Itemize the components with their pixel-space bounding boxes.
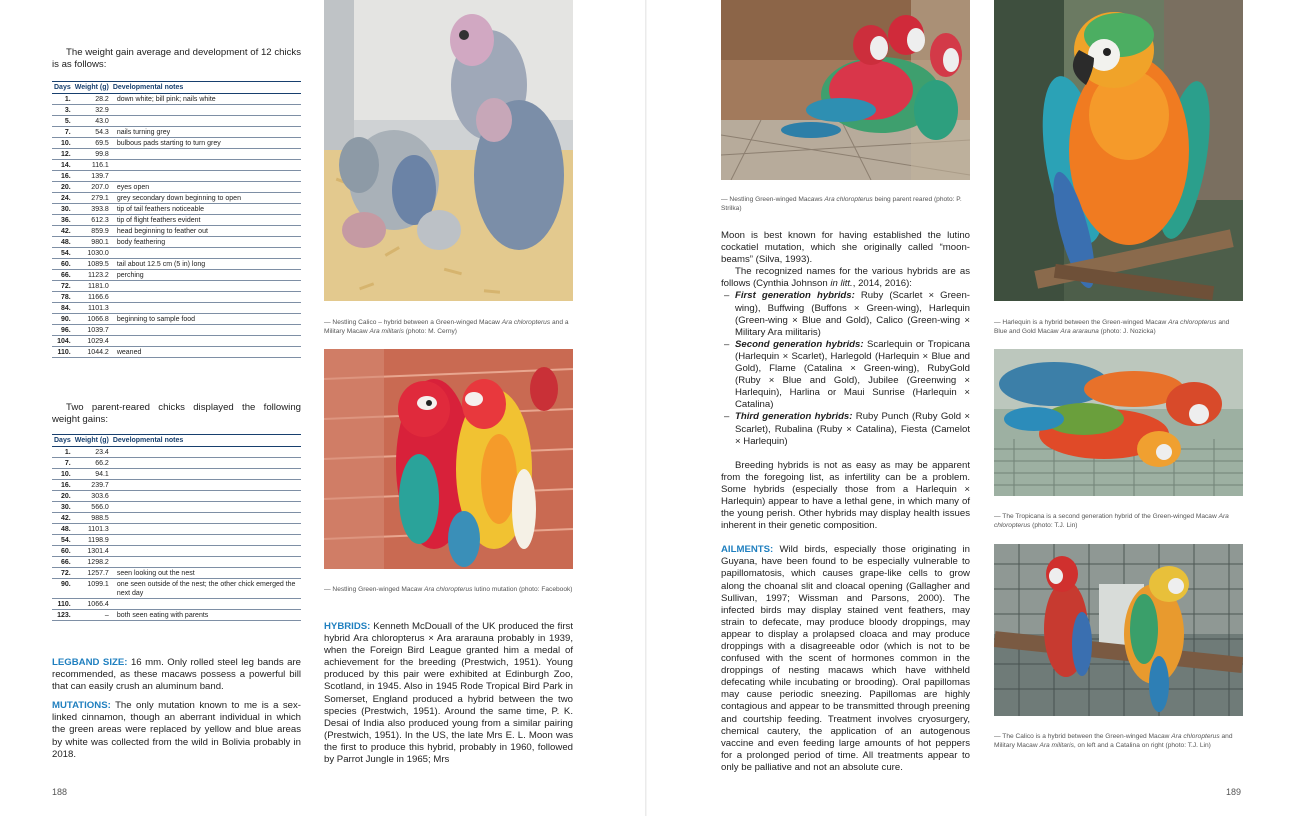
day-cell: 10. (52, 469, 73, 480)
day-cell: 42. (52, 513, 73, 524)
weight-cell: 1066.4 (73, 599, 111, 610)
notes-cell (111, 336, 301, 347)
weight-cell: 566.0 (73, 502, 111, 513)
notes-cell (111, 171, 301, 182)
day-cell: 48. (52, 524, 73, 535)
notes-cell: both seen eating with parents (111, 610, 301, 621)
table-row (52, 270, 301, 281)
species-name: Ara ararauna (1060, 327, 1099, 335)
caption-credit: being parent reared (photo: P. Strilka) (721, 196, 962, 212)
recognized-names-paragraph (721, 266, 970, 290)
day-cell: 72. (52, 281, 73, 292)
weight-cell: 43.0 (73, 116, 111, 127)
table-row (52, 314, 301, 325)
table-row (52, 513, 301, 524)
page-number-right: 189 (1226, 787, 1242, 797)
species-name: Ara chloropterus (501, 319, 551, 326)
table-row (52, 491, 301, 502)
right-text-column (721, 230, 970, 774)
weight-cell: 303.6 (73, 491, 111, 502)
notes-cell (111, 469, 301, 480)
caption-text: — Nestling Green-winged Macaws (721, 196, 825, 203)
weight-cell: 612.3 (73, 215, 111, 226)
day-cell: 72. (52, 568, 73, 579)
weight-cell: 66.2 (73, 458, 111, 469)
hybrids-heading: HYBRIDS: (324, 621, 371, 632)
day-cell: 66. (52, 557, 73, 568)
notes-cell (111, 160, 301, 171)
weight-cell: 393.8 (73, 204, 111, 215)
weight-cell: 1030.0 (73, 248, 111, 259)
notes-cell: beginning to sample food (111, 314, 301, 325)
notes-cell: bulbous pads starting to turn grey (111, 138, 301, 149)
table-row (52, 610, 301, 621)
legband-paragraph (52, 657, 301, 693)
notes-cell (111, 502, 301, 513)
recognized-text: , 2014, 2016): (852, 278, 912, 290)
day-cell: 84. (52, 303, 73, 314)
day-cell: 60. (52, 546, 73, 557)
intro2-text: Two parent-reared chicks displayed the following weight gains: (52, 402, 301, 426)
ailments-text: Wild birds, especially those originating in Guyana, have been found to be especially vulnerable to papillomatosis, which causes grape-like cells to grow along the choanal slit and cloacal opening (Gallagher and Sullivan, 1997; Wissman and Parsons, 2000). The infected birds may display stained vent feathers, may strain to defecate, may produce bloody droppings, may appear to display a prolapsed cloaca and may produce droppings with a disagreeable odor (which is not to be confused with the scent of hormones common in the droppings of nesting macaws which have withheld defecating while incubating or brooding). Oral papillomas may cause periodic sneezing. Papillomas are highly contagious and appear to be transmitted through preening and courtship feeding. Treatment involves cryosurgery, chemical cautery, the application of an autogenous vaccine and even feeding large amounts of hot peppers for a prolonged period of time. All treatments appear to only be palliative and not an absolute cure. (721, 544, 970, 773)
weight-cell: 1257.7 (73, 568, 111, 579)
caption-text: — The Calico is a hybrid between the Green-winged Macaw (994, 733, 1172, 740)
caption-parent-reared (721, 196, 970, 213)
day-cell: 3. (52, 105, 73, 116)
breeding-paragraph: Breeding hybrids is not as easy as may be apparent from the foregoing list, as infertility can be a problem. Some hybrids (especially those from a Harlequin × Harlequin) appear to have a lethal gene, in which many of the young perish. Other hybrids may display health issues inherent in their genetic composition. (721, 459, 970, 532)
table-header-row (52, 82, 301, 94)
mutations-heading: MUTATIONS: (52, 700, 111, 712)
notes-cell (111, 524, 301, 535)
day-cell: 20. (52, 182, 73, 193)
in-litt: in litt. (830, 278, 853, 290)
caption-credit: , on left and a Catalina on right (photo: T.J. Lin) (1073, 741, 1211, 749)
notes-cell (111, 491, 301, 502)
intro1-text: The weight gain average and development of 12 chicks is as follows: (52, 47, 301, 71)
table-row (52, 347, 301, 358)
day-cell: 90. (52, 314, 73, 325)
list-item-heading: First generation hybrids: (735, 290, 855, 302)
list-item-second-gen (721, 339, 970, 412)
species-name: Ara chloropterus (1168, 319, 1217, 326)
notes-cell: body feathering (111, 237, 301, 248)
day-cell: 104. (52, 336, 73, 347)
weight-cell: 28.2 (73, 94, 111, 105)
weight-cell: 1301.4 (73, 546, 111, 557)
mutations-text: The only mutation known to me is a sex-linked cinnamon, though an aberrant individual in which the green areas were replaced by yellow and blue areas by white was collected from the wild in Bolivia probably in 2018. (52, 700, 301, 760)
notes-cell (111, 281, 301, 292)
notes-cell (111, 116, 301, 127)
hybrid-names-list (721, 290, 970, 447)
notes-cell (111, 546, 301, 557)
lutino-macaws-photo (324, 349, 573, 569)
notes-cell (111, 149, 301, 160)
table-row (52, 303, 301, 314)
notes-cell: perching (111, 270, 301, 281)
table-row (52, 138, 301, 149)
notes-cell (111, 480, 301, 491)
caption-text: and Blue and Gold Macaw (994, 319, 1230, 335)
notes-cell: one seen outside of the nest; the other chick emerged the next day (111, 579, 301, 599)
table-row (52, 215, 301, 226)
list-item-text: Ruby (Scarlet × Green-wing), Buffwing (Buffons × Green-wing), Harlequin (Green-wing × Blue and Gold), Calico (Green-wing × Military Ara militaris) (735, 290, 970, 338)
table-row (52, 325, 301, 336)
table-row (52, 237, 301, 248)
table-row (52, 171, 301, 182)
ailments-paragraph (721, 544, 970, 774)
table-row (52, 292, 301, 303)
weight-cell: 1298.2 (73, 557, 111, 568)
day-cell: 36. (52, 215, 73, 226)
legband-section (52, 657, 301, 761)
caption-text: — The Tropicana is a second generation hybrid of the Green-winged Macaw (994, 513, 1219, 520)
list-item-first-gen (721, 290, 970, 338)
mutations-paragraph (52, 700, 301, 760)
day-cell: 10. (52, 138, 73, 149)
day-cell: 90. (52, 579, 73, 599)
weight-table-parent-reared (52, 434, 301, 621)
species-name: Ara chloropterus (994, 513, 1229, 529)
page-number-left: 188 (52, 787, 68, 797)
table-row (52, 568, 301, 579)
day-cell: 110. (52, 347, 73, 358)
weight-cell: 980.1 (73, 237, 111, 248)
caption-text: and a Military Macaw (324, 319, 569, 335)
weight-cell: 1099.1 (73, 579, 111, 599)
notes-cell: eyes open (111, 182, 301, 193)
caption-text: — Nestling Calico – hybrid between a Green-winged Macaw (324, 319, 502, 326)
table-header-row (52, 435, 301, 447)
weight-cell: 1198.9 (73, 535, 111, 546)
day-cell: 48. (52, 237, 73, 248)
weight-cell: 1089.5 (73, 259, 111, 270)
notes-cell: nails turning grey (111, 127, 301, 138)
weight-cell: 94.1 (73, 469, 111, 480)
table-row (52, 535, 301, 546)
day-cell: 16. (52, 171, 73, 182)
table-row (52, 204, 301, 215)
table-row (52, 149, 301, 160)
col-notes: Developmental notes (111, 82, 301, 94)
notes-cell: down white; bill pink; nails white (111, 94, 301, 105)
page-gutter (645, 0, 647, 816)
table-row (52, 259, 301, 270)
weight-cell: 54.3 (73, 127, 111, 138)
list-item-text: Scarlequin or Tropicana (Harlequin × Scarlet), Harlegold (Harlequin × Blue and Gold), Flame (Catalina × Green-wing), RubyGold (Ruby × Blue and Gold), Jubilee (Greenwing × Harlequin), Harlina or Maui Sunrise (Harlequin × Catalina) (735, 338, 970, 411)
species-name: Ara chloropterus (424, 586, 473, 593)
weight-cell: 1123.2 (73, 270, 111, 281)
notes-cell (111, 248, 301, 259)
calico-catalina-photo (994, 544, 1243, 716)
weight-cell: 99.8 (73, 149, 111, 160)
table-row (52, 557, 301, 568)
notes-cell: head beginning to feather out (111, 226, 301, 237)
hybrids-paragraph (324, 621, 573, 766)
day-cell: 7. (52, 127, 73, 138)
caption-text: — Harlequin is a hybrid between the Green-winged Macaw (994, 319, 1169, 326)
day-cell: 20. (52, 491, 73, 502)
ailments-heading: AILMENTS: (721, 544, 774, 556)
day-cell: 14. (52, 160, 73, 171)
day-cell: 30. (52, 502, 73, 513)
col-days: Days (52, 82, 73, 94)
intro-paragraph-1 (52, 47, 301, 71)
hybrids-section (324, 621, 573, 766)
col-notes: Developmental notes (111, 435, 301, 447)
weight-cell: 1029.4 (73, 336, 111, 347)
table-row (52, 160, 301, 171)
day-cell: 5. (52, 116, 73, 127)
table-row (52, 447, 301, 458)
table-row (52, 458, 301, 469)
table-row (52, 281, 301, 292)
table-row (52, 105, 301, 116)
caption-nestling-calico (324, 319, 573, 336)
caption-tropicana (994, 513, 1243, 530)
table-row (52, 226, 301, 237)
day-cell: 30. (52, 204, 73, 215)
list-item-heading: Second generation hybrids: (735, 338, 864, 350)
table-row (52, 524, 301, 535)
weight-cell: 1101.3 (73, 524, 111, 535)
weight-cell: 207.0 (73, 182, 111, 193)
species-name: Ara chloropterus (1171, 733, 1220, 740)
weight-table-hand-reared (52, 81, 301, 358)
weight-cell: 23.4 (73, 447, 111, 458)
table-row (52, 193, 301, 204)
list-item-heading: Third generation hybrids: (735, 411, 853, 423)
notes-cell (111, 325, 301, 336)
notes-cell (111, 105, 301, 116)
notes-cell (111, 447, 301, 458)
notes-cell (111, 458, 301, 469)
day-cell: 66. (52, 270, 73, 281)
caption-credit: (photo: J. Nozicka) (1098, 327, 1156, 335)
notes-cell (111, 292, 301, 303)
day-cell: 7. (52, 458, 73, 469)
day-cell: 1. (52, 447, 73, 458)
caption-lutino (324, 586, 573, 595)
weight-cell: 69.5 (73, 138, 111, 149)
list-item-third-gen (721, 411, 970, 447)
table-row (52, 127, 301, 138)
weight-cell: 1044.2 (73, 347, 111, 358)
weight-cell: 1101.3 (73, 303, 111, 314)
hybrids-text: Kenneth McDouall of the UK produced the first hybrid Ara chloropterus × Ara ararauna probably in 1939, when the Foreign Bird League granted him a medal of achievement for the breeding (Prestwich, 1951). Young produced by this pair were exhibited at Edinburgh Zoo, Scotland, in 1945. Also in 1945 Rode Tropical Bird Park in Somerset, England produced a hybrid between the two species (Prestwich, 1951). Around the same time, P. K. Desai of India also produced young from a similar pairing (Prestwich, 1951). In the US, the late Mrs E. L. Moon was the first to produce this hybrid, probably in 1960, followed by Parrot Jungle in 1965; Mrs (324, 621, 573, 766)
table-row (52, 182, 301, 193)
day-cell: 123. (52, 610, 73, 621)
day-cell: 54. (52, 535, 73, 546)
table-row (52, 599, 301, 610)
notes-cell (111, 599, 301, 610)
species-name: Ara militaris (1039, 741, 1074, 749)
weight-cell: 1039.7 (73, 325, 111, 336)
day-cell: 24. (52, 193, 73, 204)
notes-cell: tail about 12.5 cm (5 in) long (111, 259, 301, 270)
table-row (52, 546, 301, 557)
table-row (52, 469, 301, 480)
table-row (52, 248, 301, 259)
nestling-chicks-photo (324, 0, 573, 301)
notes-cell: seen looking out the nest (111, 568, 301, 579)
tropicana-macaws-photo (994, 349, 1243, 496)
notes-cell: tip of tail feathers noticeable (111, 204, 301, 215)
notes-cell (111, 513, 301, 524)
weight-cell: 116.1 (73, 160, 111, 171)
table-row (52, 480, 301, 491)
notes-cell: weaned (111, 347, 301, 358)
table-row (52, 502, 301, 513)
weight-cell: 279.1 (73, 193, 111, 204)
caption-text: — Nestling Green-winged Macaw (324, 586, 425, 593)
legband-heading: LEGBAND SIZE: (52, 657, 128, 668)
caption-credit: (photo: T.J. Lin) (1030, 521, 1078, 529)
caption-text: and Military Macaw (994, 733, 1233, 749)
table-row (52, 94, 301, 105)
caption-credit: lutino mutation (photo: Facebook) (472, 586, 573, 593)
moon-paragraph: Moon is best known for having established the lutino cockatiel mutation, which she originally called “moon-beams” (Silva, 1993). (721, 230, 970, 266)
species-name: Ara militaris (369, 327, 404, 335)
day-cell: 1. (52, 94, 73, 105)
notes-cell (111, 303, 301, 314)
weight-cell: – (73, 610, 111, 621)
caption-harlequin (994, 319, 1243, 336)
caption-credit: (photo: M. Cerny) (403, 327, 458, 335)
table-row (52, 579, 301, 599)
day-cell: 16. (52, 480, 73, 491)
weight-cell: 32.9 (73, 105, 111, 116)
day-cell: 96. (52, 325, 73, 336)
day-cell: 60. (52, 259, 73, 270)
notes-cell: grey secondary down beginning to open (111, 193, 301, 204)
day-cell: 110. (52, 599, 73, 610)
species-name: Ara chloropterus (824, 196, 873, 203)
notes-cell (111, 557, 301, 568)
weight-cell: 1066.8 (73, 314, 111, 325)
col-weight: Weight (g) (73, 435, 111, 447)
day-cell: 54. (52, 248, 73, 259)
col-days: Days (52, 435, 73, 447)
day-cell: 42. (52, 226, 73, 237)
notes-cell: tip of flight feathers evident (111, 215, 301, 226)
weight-cell: 1181.0 (73, 281, 111, 292)
weight-cell: 859.9 (73, 226, 111, 237)
legband-text: 16 mm. Only rolled steel leg bands are recommended, as these macaws possess a powerful bill that can easily crush an aluminum band. (52, 657, 301, 693)
weight-cell: 239.7 (73, 480, 111, 491)
col-weight: Weight (g) (73, 82, 111, 94)
recognized-text: The recognized names for the various hybrids are as follows (Cynthia Johnson (721, 266, 970, 290)
notes-cell (111, 535, 301, 546)
day-cell: 12. (52, 149, 73, 160)
table-row (52, 336, 301, 347)
weight-cell: 988.5 (73, 513, 111, 524)
table-row (52, 116, 301, 127)
caption-calico-catalina (994, 733, 1243, 750)
weight-cell: 1166.6 (73, 292, 111, 303)
intro-paragraph-2 (52, 402, 301, 426)
list-item-text: Ruby Punch (Ruby Gold × Scarlet), Rubalina (Ruby × Catalina), Fiesta (Camelot × Harlequin) (735, 411, 971, 447)
weight-cell: 139.7 (73, 171, 111, 182)
harlequin-macaw-photo (994, 0, 1243, 301)
parent-reared-macaws-photo (721, 0, 970, 180)
day-cell: 78. (52, 292, 73, 303)
